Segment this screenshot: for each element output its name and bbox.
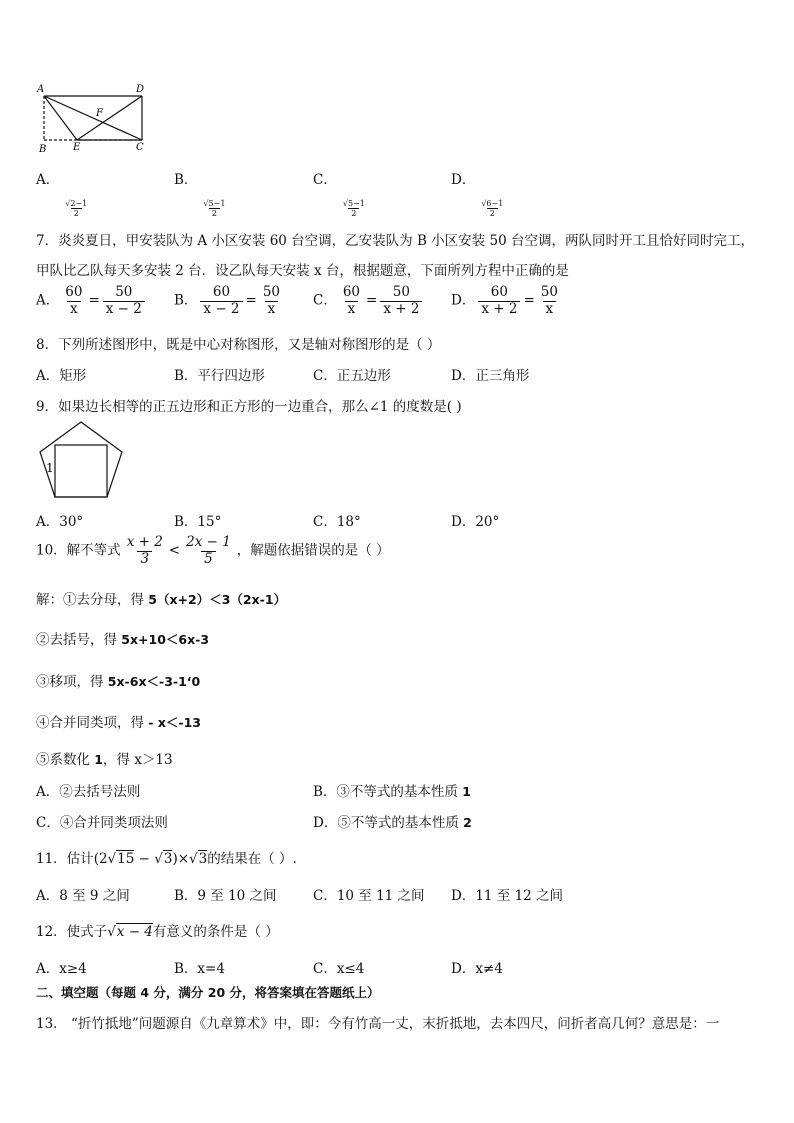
q7-line1: 7．炎炎夏日，甲安装队为 A 小区安装 60 台空调，乙安装队为 B 小区安装 50 台空调，两队同时开工且恰好同时完工，: [36, 233, 754, 249]
q11-option-b[interactable]: B．9 至 10 之间: [174, 888, 277, 904]
q10-step3: ③移项，得 5x-6x＜-3-1‘0: [36, 674, 201, 690]
q10-step1: 解：①去分母，得 5（x+2）＜3（2x-1）: [36, 592, 287, 608]
q11-option-a[interactable]: A．8 至 9 之间: [36, 888, 130, 904]
q12-option-d[interactable]: D．x≠4: [451, 961, 503, 977]
q10-step4: ④合并同类项，得 - x＜-13: [36, 715, 201, 731]
q7-option-b[interactable]: B． $\frac{60}{x - 2}$ = $\frac{50}{x}$: [174, 284, 281, 317]
q10-option-a[interactable]: A．②去括号法则: [36, 784, 141, 800]
label-b: B: [39, 144, 47, 155]
q10-stem: 10．解不等式 $\frac{x + 2}{3}$ < $\frac{2x - 1}{5}$ ，解题依据错误的是（ ）: [36, 534, 390, 567]
q7-line2: 甲队比乙队每天多安装 2 台．设乙队每天安装 x 台，根据题意，下面所列方程中正确的是: [36, 263, 569, 279]
q8-option-d[interactable]: D．正三角形: [451, 368, 530, 384]
q6-option-b[interactable]: B． $\frac{√5-1}{2}$: [174, 172, 226, 219]
label-c: C: [136, 142, 144, 153]
q7-option-d[interactable]: D． $\frac{60}{x + 2}$ = $\frac{50}{x}$: [451, 284, 558, 317]
q12-option-c[interactable]: C．x≤4: [313, 961, 365, 977]
q13-stem: 13． “折竹抵地”问题源自《九章算术》中，即：今有竹高一丈，末折抵地，去本四尺，问折者高几何？意思是：一: [36, 1016, 720, 1032]
q12-option-b[interactable]: B．x=4: [174, 961, 225, 977]
q6-option-a[interactable]: A． $\frac{√2-1}{2}$: [36, 172, 88, 219]
q7-option-c[interactable]: C． $\frac{60}{x}$ = $\frac{50}{x + 2}$: [313, 285, 425, 317]
label-a: A: [37, 84, 45, 95]
label-e: E: [73, 142, 81, 153]
q8-option-c[interactable]: C．正五边形: [313, 368, 391, 384]
q9-option-c[interactable]: C．18°: [313, 514, 361, 530]
rectangle-figure: [30, 78, 155, 158]
q11-option-d[interactable]: D．11 至 12 之间: [451, 888, 564, 904]
q10-step2: ②去括号，得 5x+10＜6x-3: [36, 632, 210, 648]
q9-option-b[interactable]: B．15°: [174, 514, 222, 530]
section-heading: 二、填空题（每题 4 分，满分 20 分，将答案填在答题纸上）: [36, 985, 380, 1000]
q11-stem: 11．估计(2√15 − √3)×√3的结果在（ ）.: [36, 851, 297, 867]
q10-option-c[interactable]: C．④合并同类项法则: [36, 815, 168, 831]
q6-option-c[interactable]: C． $\frac{√5-1}{2}$: [313, 172, 365, 219]
q7-option-a[interactable]: A． $\frac{60}{x}$ = $\frac{50}{x - 2}$: [36, 285, 148, 317]
q11-option-c[interactable]: C．10 至 11 之间: [313, 888, 425, 904]
q12-option-a[interactable]: A．x≥4: [36, 961, 87, 977]
q6-option-d[interactable]: D． $\frac{√6-1}{2}$: [451, 172, 504, 219]
q10-step5: ⑤系数化 1，得 x＞13: [36, 752, 173, 768]
q9-stem: 9．如果边长相等的正五边形和正方形的一边重合，那么∠1 的度数是( ): [36, 399, 462, 415]
q9-option-a[interactable]: A．30°: [36, 514, 84, 530]
q8-stem: 8．下列所述图形中，既是中心对称图形，又是轴对称图形的是（ ）: [36, 337, 441, 353]
label-f: F: [96, 108, 103, 119]
q10-option-d[interactable]: D．⑤不等式的基本性质 2: [313, 815, 472, 831]
label-d: D: [136, 84, 145, 95]
q12-stem: 12．使式子√x − 4有意义的条件是（ ）: [36, 924, 279, 940]
q8-option-b[interactable]: B．平行四边形: [174, 368, 265, 384]
q9-option-d[interactable]: D．20°: [451, 514, 500, 530]
pentagon-square-figure: [34, 418, 129, 503]
angle-label: 1: [46, 461, 54, 475]
q10-option-b[interactable]: B．③不等式的基本性质 1: [313, 784, 471, 800]
q8-option-a[interactable]: A．矩形: [36, 368, 87, 384]
